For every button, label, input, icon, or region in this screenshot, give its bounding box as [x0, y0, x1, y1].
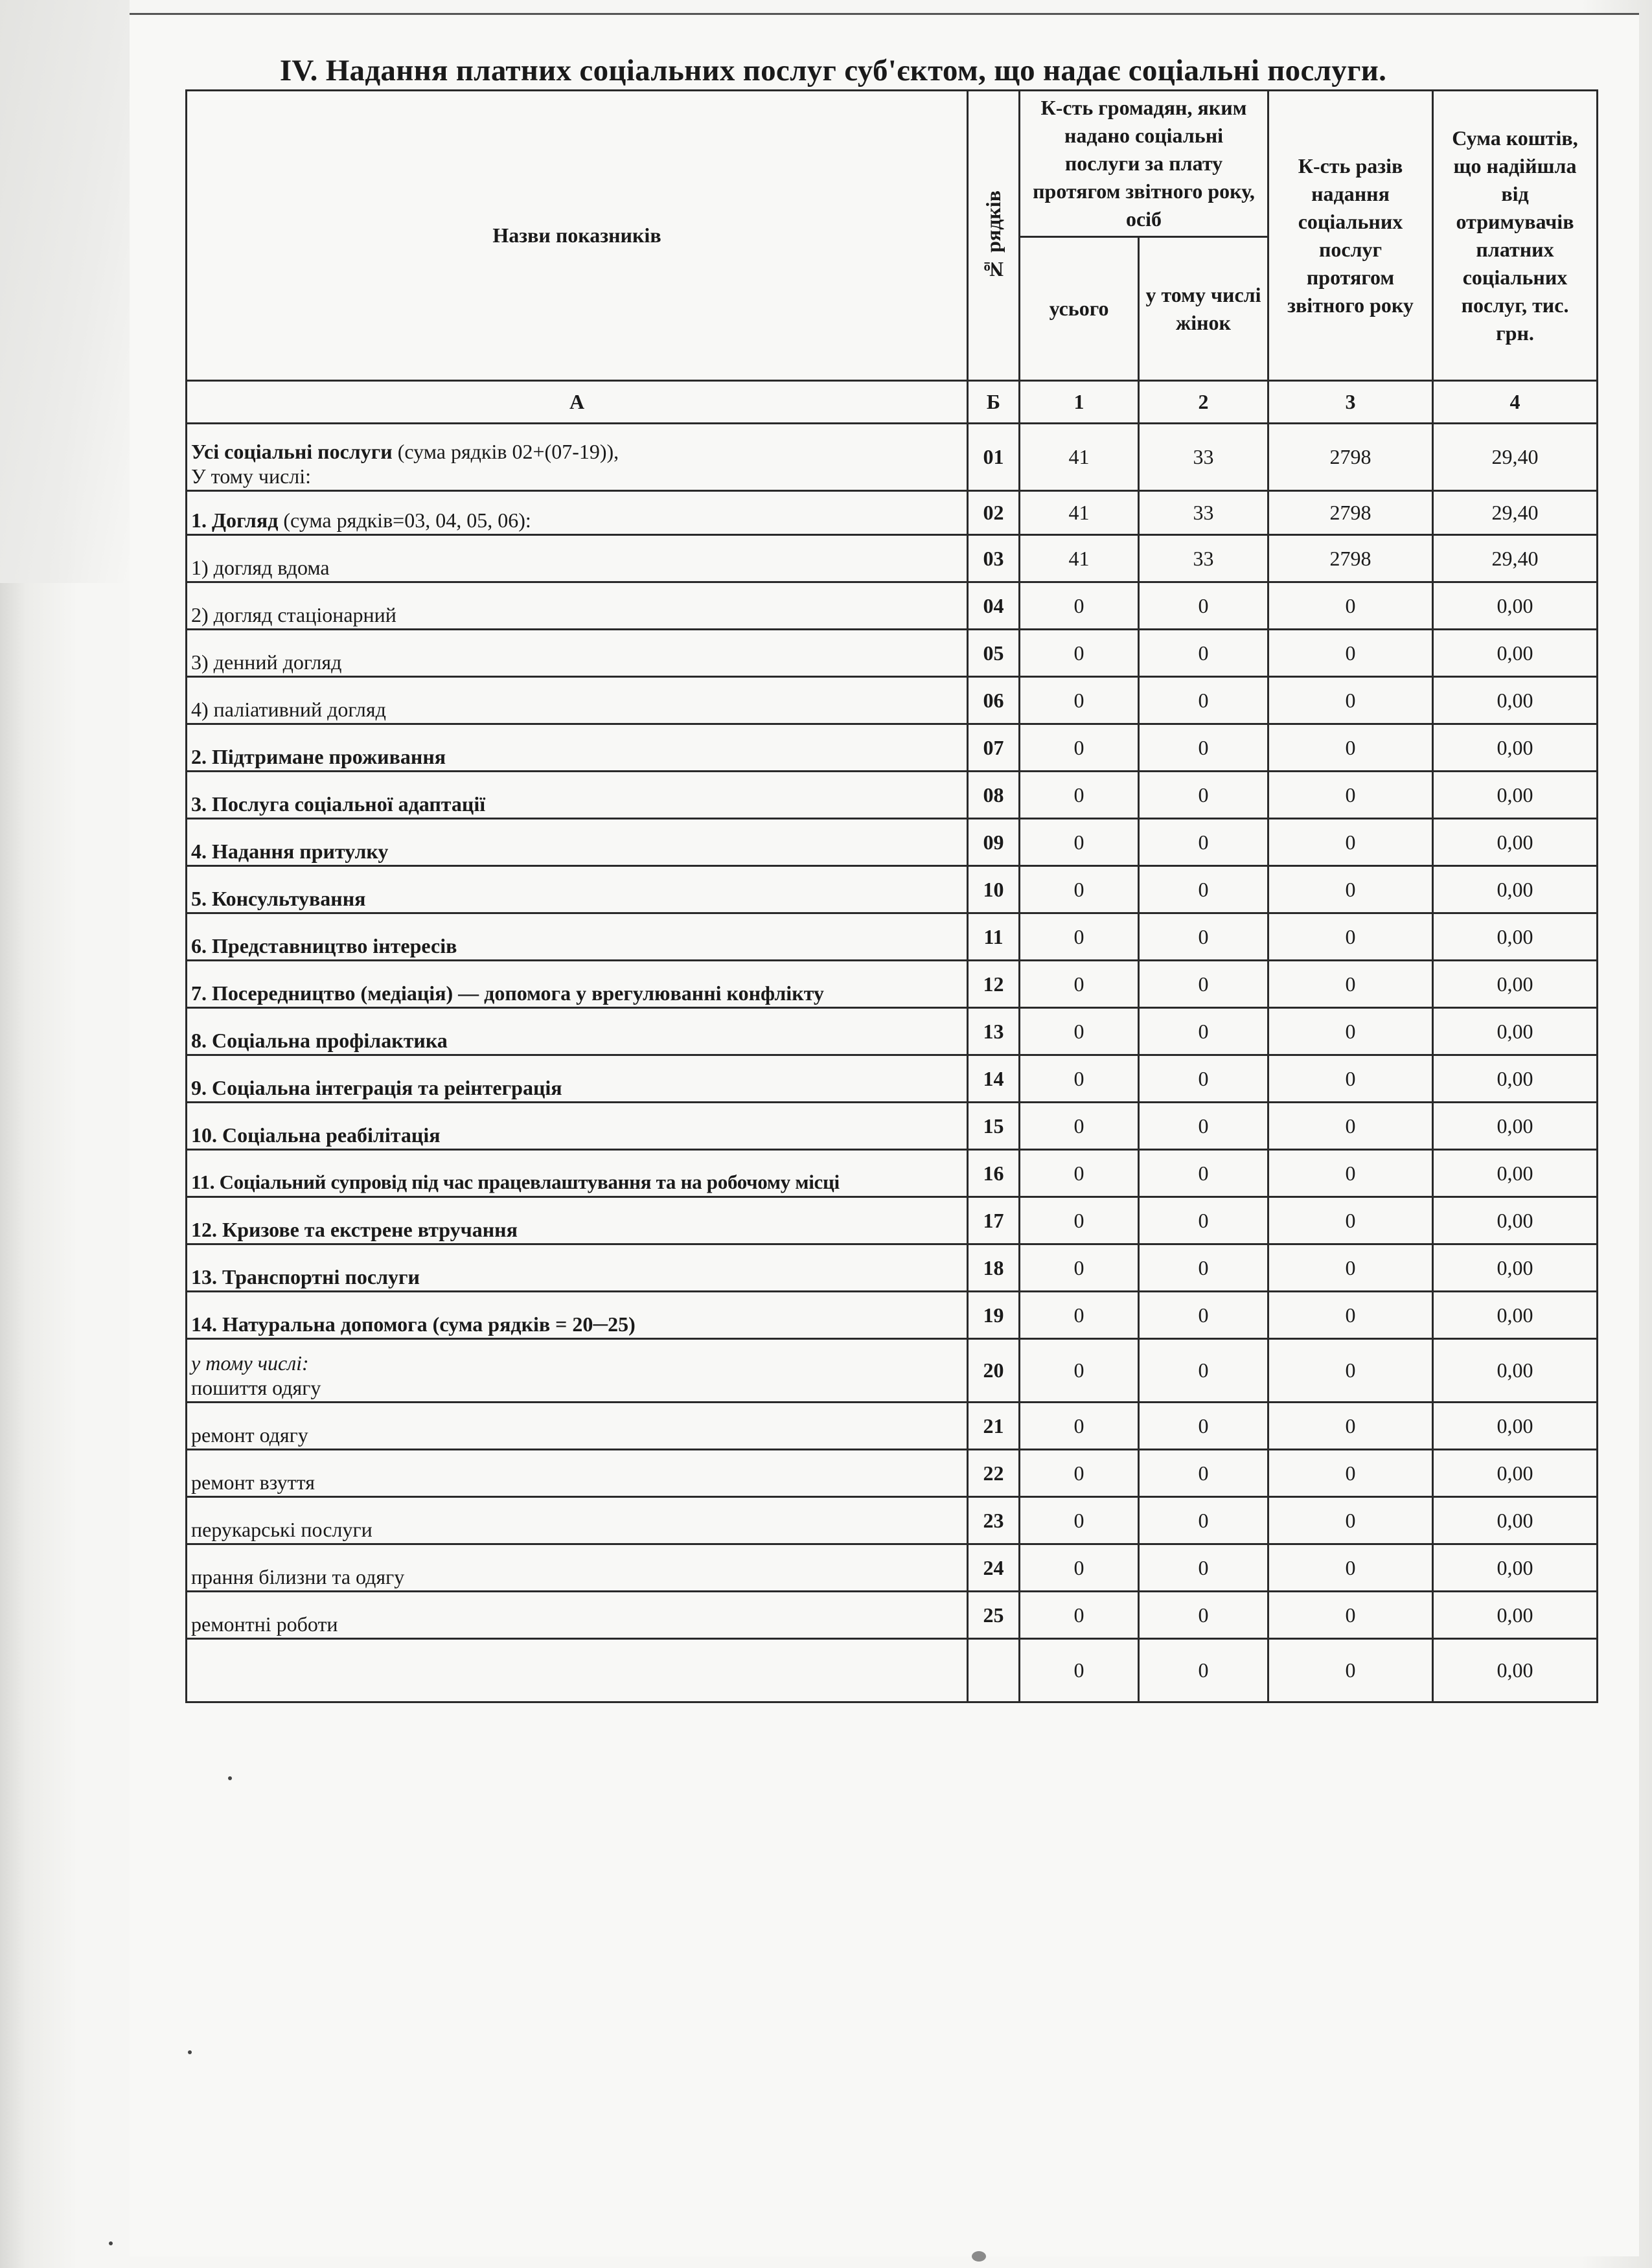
cell-women: 0 [1139, 1592, 1268, 1639]
cell-sum: 29,40 [1433, 491, 1598, 535]
row-label: 10. Соціальна реабілітація [187, 1103, 968, 1150]
row-label: 5. Консультування [187, 866, 968, 913]
cell-women: 0 [1139, 1497, 1268, 1544]
cell-total: 0 [1020, 1544, 1139, 1592]
cell-times: 0 [1268, 961, 1433, 1008]
cell-women: 33 [1139, 424, 1268, 491]
table-row [187, 913, 1598, 961]
row-label: 11. Соціальний супровід під час працевлаштування та на робочому місці [187, 1150, 968, 1197]
cell-total: 41 [1020, 491, 1139, 535]
header-row-no [968, 91, 1020, 381]
table-row [187, 1450, 1598, 1497]
cell-women: 0 [1139, 1639, 1268, 1702]
cell-total: 0 [1020, 1592, 1139, 1639]
cell-times: 0 [1268, 630, 1433, 677]
cell-women: 0 [1139, 961, 1268, 1008]
cell-sum: 0,00 [1433, 1292, 1598, 1339]
cell-women: 0 [1139, 772, 1268, 819]
cell-women: 0 [1139, 677, 1268, 724]
table-row [187, 1497, 1598, 1544]
cell-times: 0 [1268, 1055, 1433, 1103]
row-number: 24 [968, 1544, 1020, 1592]
table-row [187, 1150, 1598, 1197]
row-label: 3. Послуга соціальної адаптації [187, 772, 968, 819]
cell-total: 41 [1020, 535, 1139, 582]
row-label: перукарські послуги [187, 1497, 968, 1544]
cell-sum: 0,00 [1433, 582, 1598, 630]
cell-total: 0 [1020, 677, 1139, 724]
folded-corner [0, 0, 130, 583]
row-number: 17 [968, 1197, 1020, 1244]
row-number: 15 [968, 1103, 1020, 1150]
row-number [968, 1639, 1020, 1702]
cell-women: 0 [1139, 1450, 1268, 1497]
cell-times: 2798 [1268, 424, 1433, 491]
table-row [187, 1055, 1598, 1103]
cell-women: 0 [1139, 1197, 1268, 1244]
table-row [187, 1639, 1598, 1702]
cell-women: 0 [1139, 1403, 1268, 1450]
cell-women: 0 [1139, 1244, 1268, 1292]
cell-women: 0 [1139, 1339, 1268, 1403]
header-times: К-сть разів надання соціальних послуг протягом звітного року [1268, 91, 1433, 381]
table-row [187, 819, 1598, 866]
cell-sum: 0,00 [1433, 1592, 1598, 1639]
table-row [187, 772, 1598, 819]
row-number: 01 [968, 424, 1020, 491]
scan-speck [109, 2241, 113, 2245]
row-number: 08 [968, 772, 1020, 819]
row-number: 23 [968, 1497, 1020, 1544]
cell-total: 0 [1020, 1055, 1139, 1103]
table-row [187, 1103, 1598, 1150]
cell-sum: 0,00 [1433, 1244, 1598, 1292]
row-number: 10 [968, 866, 1020, 913]
cell-women: 0 [1139, 866, 1268, 913]
cell-women: 0 [1139, 819, 1268, 866]
cell-sum: 0,00 [1433, 1639, 1598, 1702]
table-row [187, 1292, 1598, 1339]
row-label: ремонт взуття [187, 1450, 968, 1497]
cell-total: 0 [1020, 1450, 1139, 1497]
row-label-text: пошиття одягу [191, 1376, 321, 1399]
cell-times: 0 [1268, 677, 1433, 724]
row-number: 22 [968, 1450, 1020, 1497]
table-row [187, 1544, 1598, 1592]
cell-sum: 0,00 [1433, 630, 1598, 677]
row-label: ремонтні роботи [187, 1592, 968, 1639]
cell-times: 0 [1268, 866, 1433, 913]
row-label-italic: у тому числі: [191, 1351, 309, 1375]
row-label: 8. Соціальна профілактика [187, 1008, 968, 1055]
cell-times: 0 [1268, 772, 1433, 819]
cell-times: 0 [1268, 1008, 1433, 1055]
row-number: 16 [968, 1150, 1020, 1197]
table-row [187, 1244, 1598, 1292]
row-label-bold: Усі соціальні послуги [191, 440, 393, 463]
cell-women: 0 [1139, 1292, 1268, 1339]
code-row [187, 381, 1598, 424]
cell-total: 0 [1020, 1008, 1139, 1055]
header-total: усього [1020, 237, 1139, 381]
cell-times: 0 [1268, 1639, 1433, 1702]
table-row [187, 1197, 1598, 1244]
row-label: 6. Представництво інтересів [187, 913, 968, 961]
cell-times: 0 [1268, 1592, 1433, 1639]
code-cell: 4 [1433, 381, 1598, 424]
row-number: 18 [968, 1244, 1020, 1292]
cell-times: 0 [1268, 819, 1433, 866]
code-cell: 1 [1020, 381, 1139, 424]
cell-sum: 0,00 [1433, 1008, 1598, 1055]
row-label: 9. Соціальна інтеграція та реінтеграція [187, 1055, 968, 1103]
cell-sum: 0,00 [1433, 772, 1598, 819]
page-title: IV. Надання платних соціальних послуг суб'єктом, що надає соціальні послуги. [279, 54, 1387, 87]
table-row [187, 677, 1598, 724]
table-row [187, 961, 1598, 1008]
row-label: 7. Посередництво (медіація) — допомога у врегулюванні конфлікту [187, 961, 968, 1008]
cell-women: 33 [1139, 535, 1268, 582]
cell-sum: 0,00 [1433, 819, 1598, 866]
header-row-no-text: № рядків [981, 190, 1005, 281]
cell-sum: 0,00 [1433, 1103, 1598, 1150]
cell-total: 0 [1020, 1150, 1139, 1197]
cell-total: 0 [1020, 1292, 1139, 1339]
cell-women: 0 [1139, 1103, 1268, 1150]
scan-speck [972, 2251, 986, 2262]
row-label: ремонт одягу [187, 1403, 968, 1450]
cell-sum: 0,00 [1433, 866, 1598, 913]
cell-times: 0 [1268, 1450, 1433, 1497]
cell-sum: 0,00 [1433, 1403, 1598, 1450]
cell-total: 0 [1020, 866, 1139, 913]
cell-sum: 0,00 [1433, 1450, 1598, 1497]
header-women: у тому числі жінок [1139, 237, 1268, 381]
header-citizens: К-сть громадян, яким надано соціальні послуги за плату протягом звітного року, осіб [1020, 91, 1268, 237]
row-number: 06 [968, 677, 1020, 724]
row-label-sub: У тому числі: [191, 464, 312, 488]
row-label: прання білизни та одягу [187, 1544, 968, 1592]
cell-total: 0 [1020, 1103, 1139, 1150]
cell-total: 0 [1020, 913, 1139, 961]
cell-sum: 0,00 [1433, 913, 1598, 961]
row-label: 12. Кризове та екстрене втручання [187, 1197, 968, 1244]
row-label: 1) догляд вдома [187, 535, 968, 582]
table-row [187, 1403, 1598, 1450]
row-label-bold: 1. Догляд [191, 509, 279, 532]
cell-women: 0 [1139, 630, 1268, 677]
code-cell: Б [968, 381, 1020, 424]
cell-women: 0 [1139, 1544, 1268, 1592]
row-number: 11 [968, 913, 1020, 961]
cell-total: 0 [1020, 630, 1139, 677]
row-number: 09 [968, 819, 1020, 866]
cell-women: 0 [1139, 582, 1268, 630]
header-sum: Сума коштів, що надійшла від отримувачів платних соціальних послуг, тис. грн. [1433, 91, 1598, 381]
cell-times: 0 [1268, 1244, 1433, 1292]
row-number: 13 [968, 1008, 1020, 1055]
row-label: 2) догляд стаціонарний [187, 582, 968, 630]
row-number: 19 [968, 1292, 1020, 1339]
row-number: 02 [968, 491, 1020, 535]
cell-times: 0 [1268, 582, 1433, 630]
cell-sum: 29,40 [1433, 424, 1598, 491]
scan-speck [188, 2050, 192, 2054]
row-label [187, 491, 968, 535]
cell-sum: 0,00 [1433, 677, 1598, 724]
row-number: 05 [968, 630, 1020, 677]
cell-total: 0 [1020, 819, 1139, 866]
cell-times: 0 [1268, 1150, 1433, 1197]
cell-women: 0 [1139, 1150, 1268, 1197]
row-label-rest: (сума рядків 02+(07-19)), [392, 440, 619, 463]
cell-sum: 29,40 [1433, 535, 1598, 582]
cell-sum: 0,00 [1433, 1339, 1598, 1403]
row-label [187, 1339, 968, 1403]
table-row [187, 630, 1598, 677]
cell-times: 2798 [1268, 491, 1433, 535]
cell-total: 0 [1020, 1197, 1139, 1244]
cell-women: 0 [1139, 724, 1268, 772]
row-number: 12 [968, 961, 1020, 1008]
cell-sum: 0,00 [1433, 961, 1598, 1008]
table-row [187, 724, 1598, 772]
cell-total: 0 [1020, 582, 1139, 630]
row-label [187, 424, 968, 491]
scan-speck [228, 1776, 232, 1780]
cell-times: 0 [1268, 1403, 1433, 1450]
row-number: 14 [968, 1055, 1020, 1103]
code-cell: 2 [1139, 381, 1268, 424]
row-label: 4. Надання притулку [187, 819, 968, 866]
row-number: 20 [968, 1339, 1020, 1403]
cell-total: 0 [1020, 724, 1139, 772]
row-label: 13. Транспортні послуги [187, 1244, 968, 1292]
row-label: 2. Підтримане проживання [187, 724, 968, 772]
cell-times: 0 [1268, 913, 1433, 961]
row-number: 07 [968, 724, 1020, 772]
cell-sum: 0,00 [1433, 1197, 1598, 1244]
table-row [187, 1592, 1598, 1639]
cell-times: 0 [1268, 1339, 1433, 1403]
table-row [187, 424, 1598, 491]
cell-total: 0 [1020, 961, 1139, 1008]
row-label: 14. Натуральна допомога (сума рядків = 20─25) [187, 1292, 968, 1339]
cell-total: 0 [1020, 1403, 1139, 1450]
row-label: 4) паліативний догляд [187, 677, 968, 724]
cell-times: 2798 [1268, 535, 1433, 582]
cell-women: 0 [1139, 913, 1268, 961]
header-indicator: Назви показників [187, 91, 968, 381]
cell-times: 0 [1268, 1497, 1433, 1544]
table-row [187, 535, 1598, 582]
cell-total: 0 [1020, 1339, 1139, 1403]
services-table [185, 89, 1598, 1703]
code-cell: 3 [1268, 381, 1433, 424]
table-row [187, 866, 1598, 913]
cell-sum: 0,00 [1433, 1497, 1598, 1544]
table-row [187, 491, 1598, 535]
cell-total: 0 [1020, 1639, 1139, 1702]
cell-times: 0 [1268, 1544, 1433, 1592]
cell-women: 33 [1139, 491, 1268, 535]
row-number: 21 [968, 1403, 1020, 1450]
row-number: 04 [968, 582, 1020, 630]
cell-women: 0 [1139, 1008, 1268, 1055]
table-row [187, 1339, 1598, 1403]
cell-women: 0 [1139, 1055, 1268, 1103]
cell-times: 0 [1268, 1197, 1433, 1244]
cell-times: 0 [1268, 1103, 1433, 1150]
row-label: 3) денний догляд [187, 630, 968, 677]
table-row [187, 582, 1598, 630]
cell-sum: 0,00 [1433, 1544, 1598, 1592]
cell-sum: 0,00 [1433, 1055, 1598, 1103]
cell-total: 0 [1020, 772, 1139, 819]
row-number: 25 [968, 1592, 1020, 1639]
cell-times: 0 [1268, 1292, 1433, 1339]
cell-total: 0 [1020, 1244, 1139, 1292]
cell-sum: 0,00 [1433, 724, 1598, 772]
row-label [187, 1639, 968, 1702]
cell-total: 41 [1020, 424, 1139, 491]
cell-sum: 0,00 [1433, 1150, 1598, 1197]
row-number: 03 [968, 535, 1020, 582]
row-label-rest: (сума рядків=03, 04, 05, 06): [278, 509, 531, 532]
cell-times: 0 [1268, 724, 1433, 772]
code-cell: А [187, 381, 968, 424]
cell-total: 0 [1020, 1497, 1139, 1544]
table-row [187, 1008, 1598, 1055]
